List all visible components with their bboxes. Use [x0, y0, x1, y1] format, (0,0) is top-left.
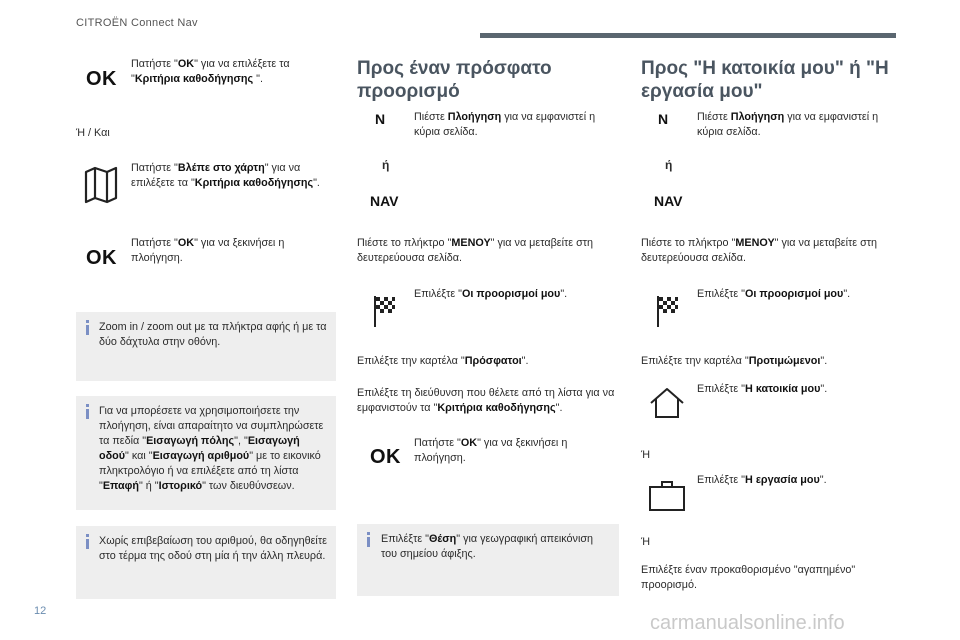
- right-step-press-navigation: Πιέστε Πλοήγηση για να εμφανιστεί η κύρια σελίδα.: [697, 111, 879, 138]
- left-step-ok-criteria: Πατήστε "OK" για να επιλέξετε τα "Κριτήρια καθοδήγησης ".: [131, 58, 290, 85]
- section-title-recent-destination: Προς έναν πρόσφατο προορισμό: [357, 58, 552, 102]
- middle-step-press-navigation: Πιέστε Πλοήγηση για να εμφανιστεί η κύρια σελίδα.: [414, 111, 596, 138]
- nav-button-icon: NAV: [654, 193, 683, 209]
- right-step-select-work: Επιλέξτε "Η εργασία μου".: [697, 474, 827, 486]
- chequered-flag-icon: [372, 294, 396, 328]
- middle-step-select-destinations: Επιλέξτε "Οι προορισμοί μου".: [414, 288, 568, 300]
- map-icon: [84, 166, 118, 204]
- note-box-number: [76, 526, 336, 599]
- left-step-ok-start: Πατήστε "OK" για να ξεκινήσει η πλοήγηση.: [131, 237, 285, 264]
- right-step-menu: Πιέστε το πλήκτρο "ΜΕΝΟΥ" για να μεταβείτε στη δευτερεύουσα σελίδα.: [641, 237, 878, 264]
- note-fields-text: Για να μπορέσετε να χρησιμοποιήσετε την πλοήγηση, είναι απαραίτητο να συμπληρώσετε τα πεδία "Εισαγωγή πόλης", "Εισαγωγή οδού" και "Εισαγωγή αριθμού" με το εικονικό πληκτρολόγιο ή να επιλέξετε από τη λίστα "Επαφή" ή "Ιστορικό" των διευθύνσεων.: [99, 405, 324, 492]
- right-step-select-destinations: Επιλέξτε "Οι προορισμοί μου".: [697, 288, 851, 300]
- nav-button-icon: NAV: [370, 193, 399, 209]
- note-box-zoom: [76, 312, 336, 381]
- note-position-text: Επιλέξτε "Θέση" για γεωγραφική απεικόνιση του σημείου άφιξης.: [381, 533, 594, 560]
- or-label: Ή: [641, 536, 651, 548]
- note-zoom-text: Zoom in / zoom out με τα πλήκτρα αφής ή με τα δύο δάχτυλα στην οθόνη.: [99, 321, 327, 348]
- info-icon: [86, 404, 89, 421]
- or-label: ή: [665, 158, 673, 172]
- middle-step-menu: Πιέστε το πλήκτρο "ΜΕΝΟΥ" για να μεταβείτε στη δευτερεύουσα σελίδα.: [357, 237, 594, 264]
- section-title-home-work: Προς "Η κατοικία μου" ή "Η εργασία μου": [641, 58, 889, 102]
- right-step-select-favourite-destination: Επιλέξτε έναν προκαθορισμένο "αγαπημένο" προορισμό.: [641, 564, 856, 591]
- manual-header-title: CITROËN Connect Nav: [76, 17, 198, 29]
- middle-step-select-recent-tab: Επιλέξτε την καρτέλα "Πρόσφατοι".: [357, 355, 529, 367]
- navigation-arrow-icon: N: [375, 111, 386, 127]
- ok-button-icon: OK: [86, 68, 117, 90]
- right-step-select-home: Επιλέξτε "Η κατοικία μου".: [697, 383, 828, 395]
- or-and-label: Ή / Και: [76, 127, 110, 139]
- ok-button-icon: OK: [370, 446, 401, 468]
- home-icon: [648, 386, 686, 420]
- briefcase-icon: [648, 478, 686, 512]
- note-number-text: Χωρίς επιβεβαίωση του αριθμού, θα οδηγηθείτε στο τέρμα της οδού στη μία ή την άλλη πλευρά.: [99, 535, 327, 562]
- page-number: 12: [34, 605, 47, 617]
- note-box-fields: [76, 396, 336, 510]
- or-label: ή: [382, 158, 390, 172]
- left-step-view-map: Πατήστε "Βλέπε στο χάρτη" για να επιλέξετε τα "Κριτήρια καθοδήγησης".: [131, 162, 320, 189]
- chequered-flag-icon: [655, 294, 679, 328]
- info-icon: [86, 534, 89, 551]
- info-icon: [367, 532, 370, 549]
- watermark-text: carmanualsonline.info: [650, 612, 845, 634]
- navigation-arrow-icon: N: [658, 111, 669, 127]
- or-label: Ή: [641, 449, 651, 461]
- header-rule: [480, 33, 896, 38]
- middle-step-select-address: Επιλέξτε τη διεύθυνση που θέλετε από τη λίστα για να εμφανιστούν τα "Κριτήρια καθοδήγησης".: [357, 387, 615, 414]
- right-step-select-favourites-tab: Επιλέξτε την καρτέλα "Προτιμώμενοι".: [641, 355, 828, 367]
- middle-step-ok-start: Πατήστε "OK" για να ξεκινήσει η πλοήγηση.: [414, 437, 568, 464]
- info-icon: [86, 320, 89, 337]
- ok-button-icon: OK: [86, 247, 117, 269]
- note-box-position: [357, 524, 619, 596]
